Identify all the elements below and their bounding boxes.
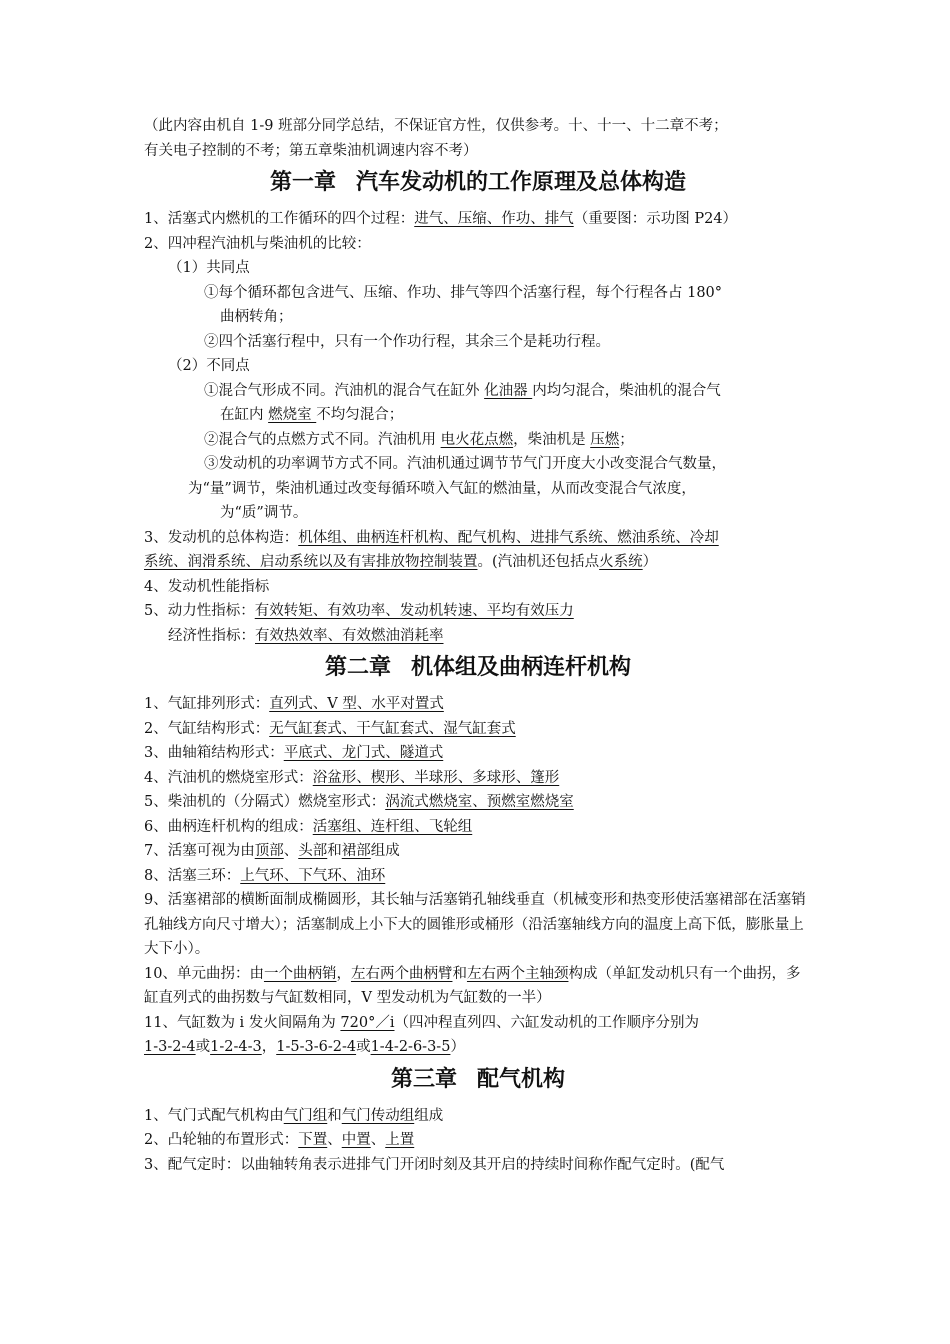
ch1-item-2-diff-c: ③发动机的功率调节方式不同。汽油机通过调节节气门开度大小改变混合气数量， — [204, 456, 726, 472]
ch2-item-5: 5、柴油机的（分隔式）燃烧室形式：涡流式燃烧室、预燃室燃烧室 — [144, 794, 574, 810]
ch2-item-7: 7、活塞可视为由顶部、头部和裙部组成 — [144, 843, 400, 859]
ch2-item-8: 8、活塞三环：上气环、下气环、油环 — [144, 867, 386, 884]
chapter-3-title: 第三章 配气机构 — [390, 1066, 566, 1092]
ch1-item-1: 1、活塞式内燃机的工作循环的四个过程：进气、压缩、作功、排气（重要图：示功图 P24） — [144, 211, 738, 227]
ch1-item-2-diff-c-cont-1: 为“量”调节，柴油机通过改变每循环喷入气缸的燃油量，从而改变混合气浓度， — [188, 480, 696, 497]
intro-note — [144, 114, 812, 163]
ch1-item-2-diff-a: ①混合气形成不同。汽油机的混合气在缸外 化油器 内均匀混合，柴油机的混合气 — [204, 382, 721, 399]
ch2-item-6: 6、曲柄连杆机构的组成：活塞组、连杆组、飞轮组 — [144, 818, 473, 835]
ch3-item-1: 1、气门式配气机构由气门组和气门传动组组成 — [144, 1107, 444, 1124]
intro-note-line-2: 有关电子控制的不考；第五章柴油机调速内容不考） — [144, 142, 478, 159]
ch2-item-1: 1、气缸排列形式：直列式、V 型、水平对置式 — [144, 696, 444, 712]
ch1-item-5: 5、动力性指标：有效转矩、有效功率、发动机转速、平均有效压力 — [144, 603, 574, 619]
ch1-item-3: 3、发动机的总体构造：机体组、曲柄连杆机构、配气机构、进排气系统、燃油系统、冷却 — [144, 529, 719, 546]
ch3-item-2: 2、凸轮轴的布置形式：下置、中置、上置 — [144, 1132, 415, 1148]
ch1-item-2-diff-b: ②混合气的点燃方式不同。汽油机用 电火花点燃，柴油机是 压燃； — [204, 431, 634, 448]
ch2-item-3: 3、曲轴箱结构形式：平底式、龙门式、隧道式 — [144, 745, 444, 761]
ch2-item-2: 2、气缸结构形式：无气缸套式、干气缸套式、湿气缸套式 — [144, 720, 516, 737]
document-page — [144, 114, 812, 1177]
chapter-1-title: 第一章 汽车发动机的工作原理及总体构造 — [269, 170, 687, 195]
intro-note-line-1: （此内容由机自 1-9 班部分同学总结，不保证官方性，仅供参考。十、十一、十二章不考； — [144, 118, 728, 134]
ch1-item-5-economy: 经济性指标：有效热效率、有效燃油消耗率 — [168, 627, 444, 644]
ch1-item-2-common-heading: （1）共同点 — [168, 260, 250, 276]
chapter-2-title: 第二章 机体组及曲柄连杆机构 — [324, 655, 632, 680]
ch2-item-9: 9、活塞裙部的横断面制成椭圆形，其长轴与活塞销孔轴线垂直（机械变形和热变形使活塞裙部在活塞销孔轴线方向尺寸增大）；活塞制成上小下大的圆锥形或桶形（沿活塞轴线方向的温度上高下低，膨胀量上大下小）。 — [144, 892, 806, 957]
ch1-item-2-common-a-cont: 曲柄转角； — [220, 309, 293, 325]
ch1-item-4: 4、发动机性能指标 — [144, 578, 270, 595]
ch2-item-4: 4、汽油机的燃烧室形式：浴盆形、楔形、半球形、多球形、篷形 — [144, 769, 560, 786]
ch1-item-2-common-b: ②四个活塞行程中，只有一个作功行程，其余三个是耗功行程。 — [204, 333, 610, 350]
ch1-item-2-common-a: ①每个循环都包含进气、压缩、作功、排气等四个活塞行程，每个行程各占 180° — [204, 284, 723, 301]
ch1-item-2: 2、四冲程汽油机与柴油机的比较： — [144, 235, 371, 252]
ch2-item-11: 11、气缸数为 i 发火间隔角为 720°／i（四冲程直列四、六缸发动机的工作顺序分别为 — [144, 1014, 699, 1031]
ch1-item-3-cont: 系统、润滑系统、启动系统以及有害排放物控制装置。(汽油机还包括点火系统） — [144, 554, 658, 570]
ch1-item-2-diff-a-cont: 在缸内 燃烧室 不均匀混合； — [220, 407, 404, 423]
ch2-item-11-cont: 1-3-2-4或1-2-4-3，1-5-3-6-2-4或1-4-2-6-3-5） — [144, 1039, 465, 1055]
ch2-item-10: 10、单元曲拐：由一个曲柄销，左右两个曲柄臂和左右两个主轴颈构成（单缸发动机只有一个曲拐，多缸直列式的曲拐数与气缸数相同，V 型发动机为气缸数的一半） — [144, 965, 801, 1006]
ch3-item-3: 3、配气定时：以曲轴转角表示进排气门开闭时刻及其开启的持续时间称作配气定时。(配气 — [144, 1156, 725, 1173]
ch1-item-2-diff-heading: （2）不同点 — [168, 358, 250, 374]
ch1-item-2-diff-c-cont-2: 为“质”调节。 — [220, 505, 308, 521]
